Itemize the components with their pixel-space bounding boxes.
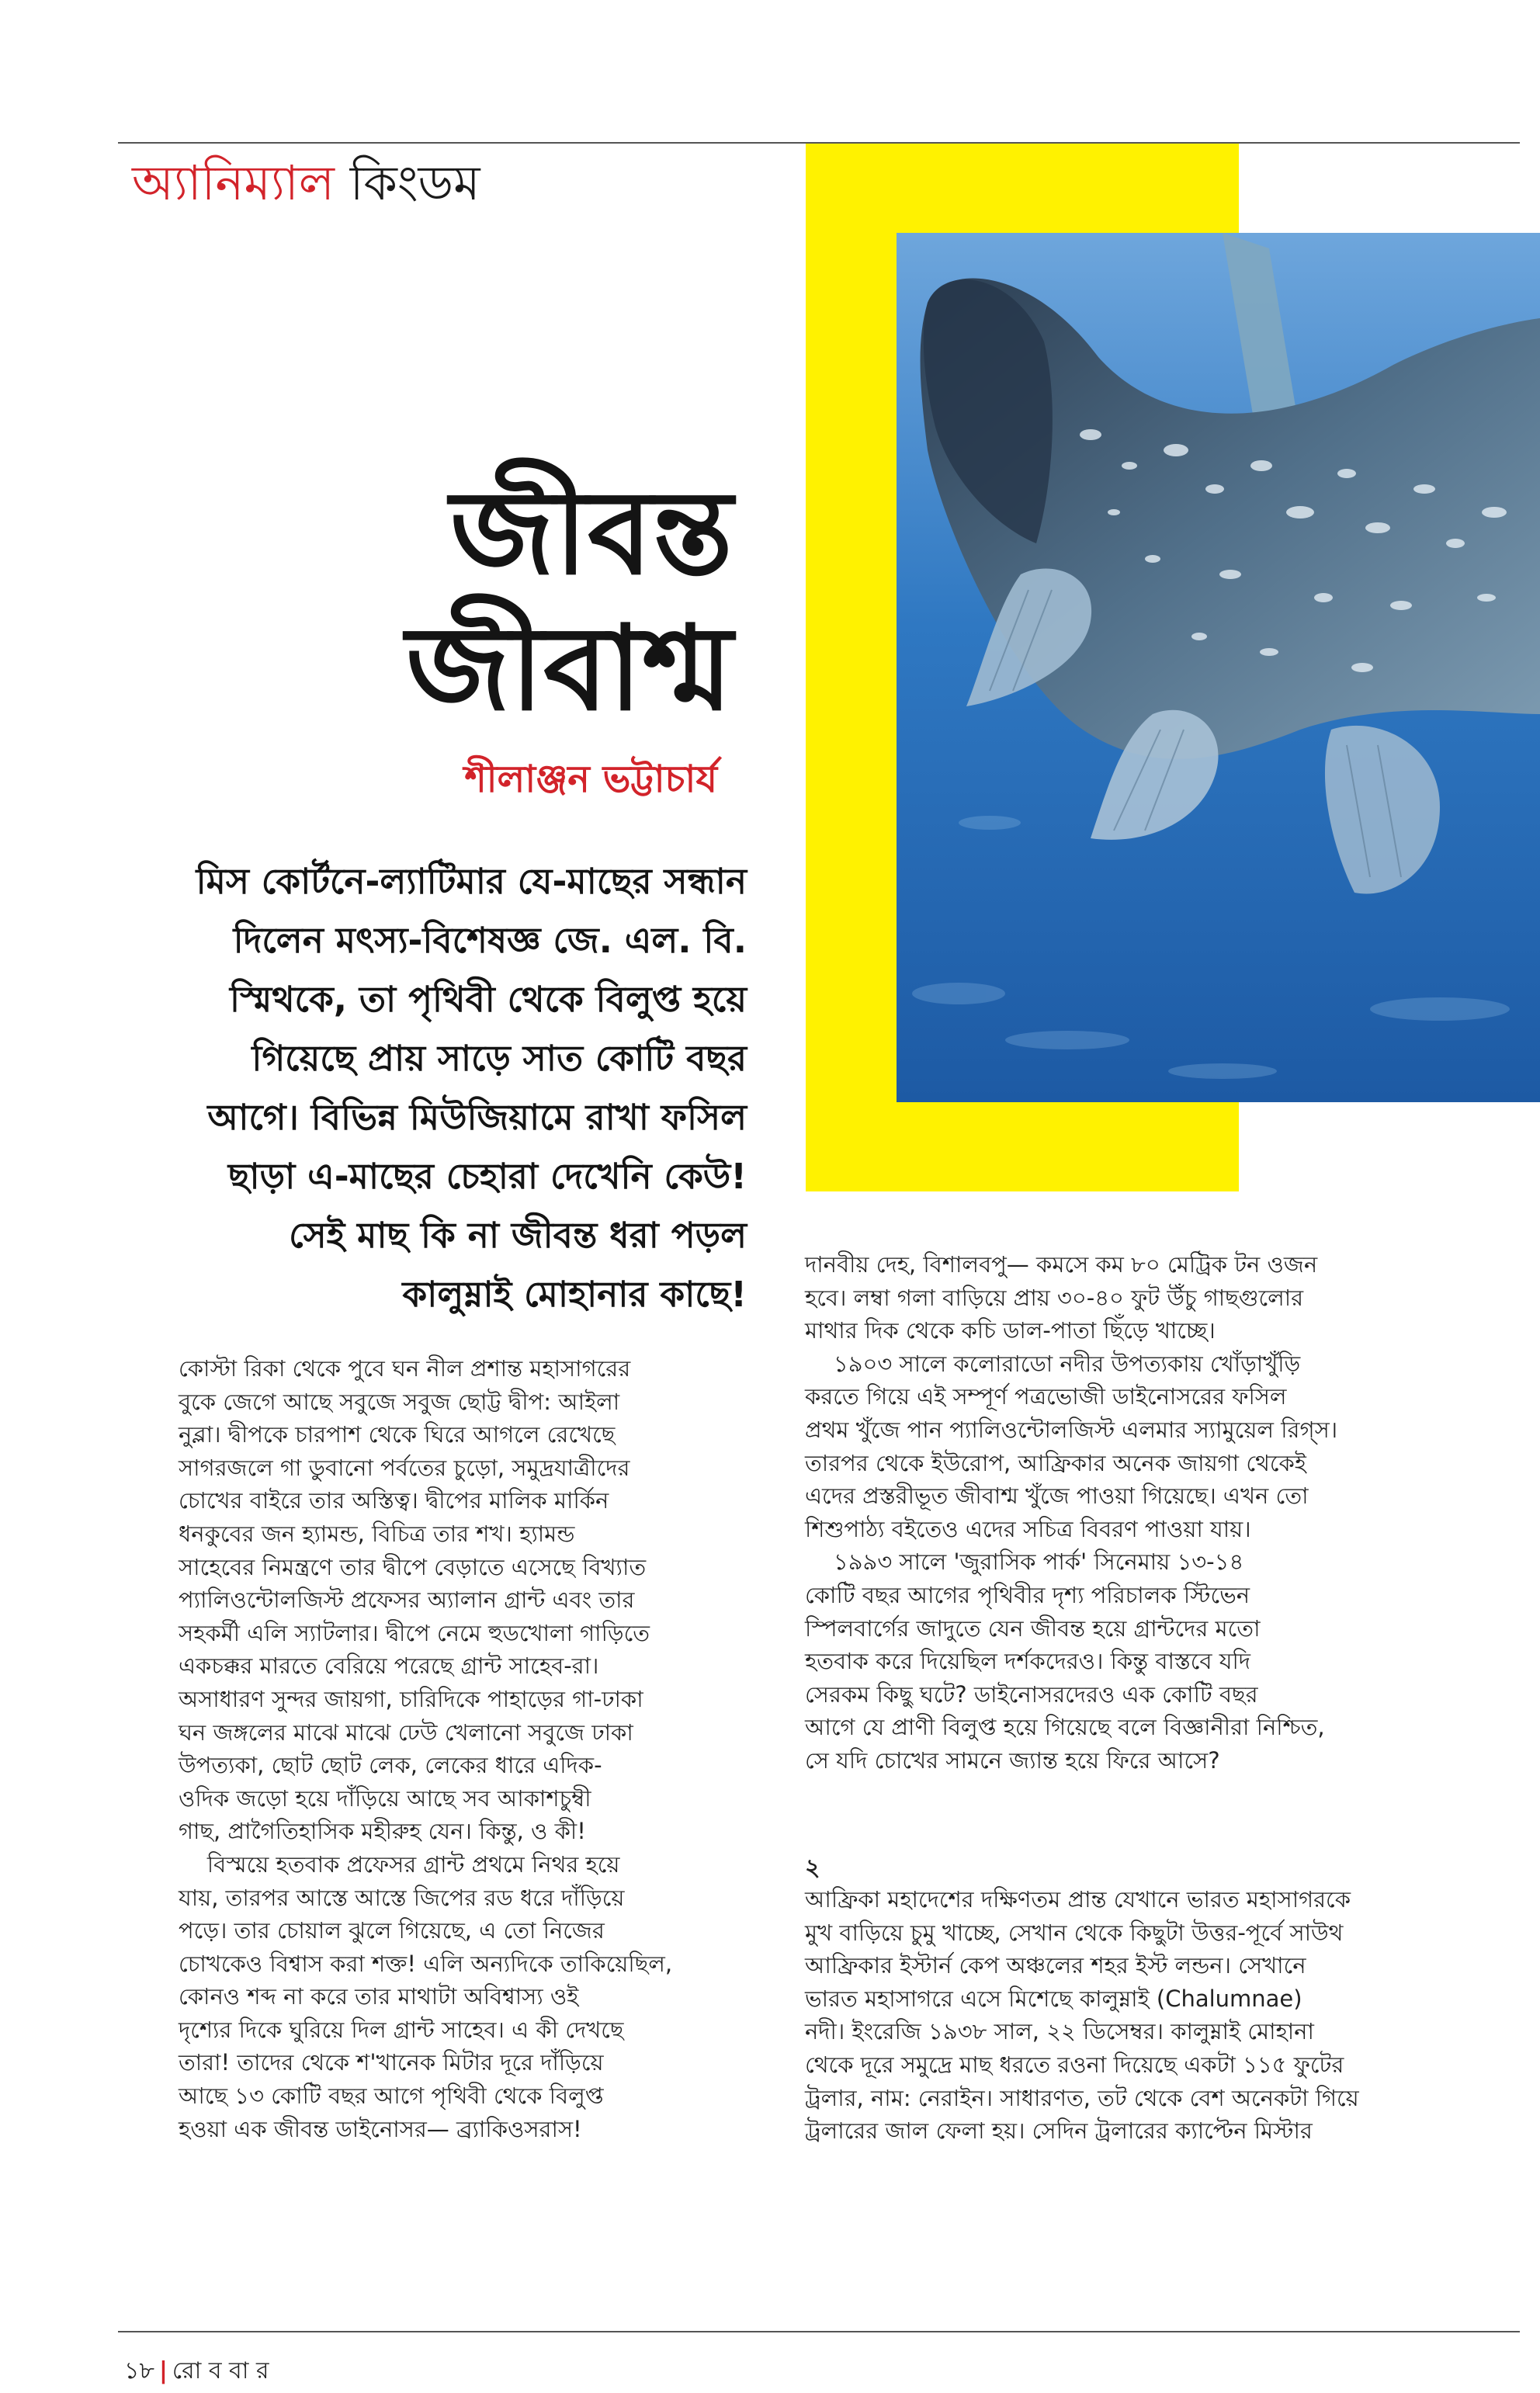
body-line: চোখকেও বিশ্বাস করা শক্ত! এলি অন্যদিকে তাকিয়েছিল, — [179, 1950, 673, 1977]
body-line: করতে গিয়ে এই সম্পূর্ণ পত্রভোজী ডাইনোসরের ফসিল — [805, 1383, 1287, 1410]
standfirst-line: সেই মাছ কি না জীবন্ত ধরা পড়ল — [289, 1215, 747, 1256]
body-line: একচক্কর মারতে বেরিয়ে পরেছে গ্রান্ট সাহেব-রা। — [179, 1653, 599, 1680]
section-number: ২ — [805, 1854, 820, 1881]
body-line: সহকর্মী এলি স্যাটলার। দ্বীপে নেমে হুডখোলা গাড়িতে — [179, 1619, 650, 1646]
body-line: কোস্টা রিকা থেকে পুবে ঘন নীল প্রশান্ত মহাসাগরের — [179, 1355, 631, 1382]
section-title-red: অ্যানিম্যাল — [132, 154, 335, 211]
coelacanth-photo — [897, 233, 1540, 1102]
body-line: ট্রলার, নাম: নেরাইন। সাধারণত, তট থেকে বেশ অনেকটা গিয়ে — [805, 2084, 1359, 2111]
body-line: সাগরজলে গা ডুবানো পর্বতের চুড়ো, সমুদ্রযাত্রীদের — [179, 1454, 630, 1481]
article-standfirst — [64, 852, 747, 1324]
body-line: নুব্লা। দ্বীপকে চারপাশ থেকে ঘিরে আগলে রেখেছে — [179, 1421, 616, 1448]
body-line: শিশুপাঠ্য বইতেও এদের সচিত্র বিবরণ পাওয়া যায়। — [805, 1515, 1251, 1542]
body-line: দৃশ্যের দিকে ঘুরিয়ে দিল গ্রান্ট সাহেব। এ কী দেখছে — [179, 2016, 624, 2043]
body-line: প্যালিওন্টোলজিস্ট প্রফেসর অ্যালান গ্রান্ট এবং তার — [179, 1587, 635, 1614]
author-byline: শীলাঞ্জন ভট্টাচার্য — [464, 758, 717, 801]
body-column-right-bottom — [805, 1883, 1496, 2148]
page-number: ১৮ — [124, 2357, 154, 2384]
section-title-black: কিংডম — [349, 154, 480, 211]
body-line: সেরকম কিছু ঘটে? ডাইনোসরদেরও এক কোটি বছর — [805, 1680, 1258, 1708]
body-line: উপত্যকা, ছোট ছোট লেক, লেকের ধারে এদিক- — [179, 1752, 602, 1779]
publication-name: রো ব বা র — [172, 2357, 269, 2384]
body-line: অসাধারণ সুন্দর জায়গা, চারিদিকে পাহাড়ের গা-ঢাকা — [179, 1685, 643, 1712]
body-line: মাথার দিক থেকে কচি ডাল-পাতা ছিঁড়ে খাচ্ছে। — [805, 1317, 1216, 1344]
body-line: বিস্ময়ে হতবাক প্রফেসর গ্রান্ট প্রথমে নিথর হয়ে — [179, 1850, 620, 1878]
body-line: আফ্রিকার ইস্টার্ন কেপ অঞ্চলের শহর ইস্ট লন্ডন। সেখানে — [805, 1952, 1306, 1979]
article-headline — [112, 466, 733, 737]
body-line: চোখের বাইরে তার অস্তিত্ব। দ্বীপের মালিক মার্কিন — [179, 1487, 609, 1514]
body-line: সাহেবের নিমন্ত্রণে তার দ্বীপে বেড়াতে এসেছে বিখ্যাত — [179, 1553, 647, 1580]
standfirst-line: মিস কোর্টনে-ল্যাটিমার যে-মাছের সন্ধান — [196, 861, 747, 902]
body-line: ভারত মহাসাগরে এসে মিশেছে কালুম্নাই (Chalumnae) — [805, 1985, 1302, 2012]
standfirst-line: আগে। বিভিন্ন মিউজিয়ামে রাখা ফসিল — [207, 1097, 747, 1138]
body-column-right-top — [805, 1248, 1496, 1777]
standfirst-line: কালুম্নাই মোহানার কাছে! — [402, 1274, 747, 1315]
body-line: গাছ, প্রাগৈতিহাসিক মহীরুহ যেন। কিন্তু, ও কী! — [179, 1818, 586, 1845]
body-line: আফ্রিকা মহাদেশের দক্ষিণতম প্রান্ত যেখানে ভারত মহাসাগরকে — [805, 1886, 1351, 1913]
body-line: আছে ১৩ কোটি বছর আগে পৃথিবী থেকে বিলুপ্ত — [179, 2083, 604, 2110]
body-line: ট্রলারের জাল ফেলা হয়। সেদিন ট্রলারের ক্যাপ্টেন মিস্টার — [805, 2117, 1313, 2145]
body-line: ১৯০৩ সালে কলোরাডো নদীর উপত্যকায় খোঁড়াখুঁড়ি — [805, 1350, 1301, 1377]
standfirst-line: দিলেন মৎস্য-বিশেষজ্ঞ জে. এল. বি. — [233, 920, 747, 961]
section-title — [132, 154, 480, 211]
body-line: ওদিক জড়ো হয়ে দাঁড়িয়ে আছে সব আকাশচুম্বী — [179, 1784, 591, 1812]
body-line: হবে। লম্বা গলা বাড়িয়ে প্রায় ৩০-৪০ ফুট উঁচু গাছগুলোর — [805, 1284, 1304, 1311]
body-line: কোটি বছর আগের পৃথিবীর দৃশ্য পরিচালক স্টিভেন — [805, 1581, 1250, 1608]
body-line: থেকে দূরে সমুদ্রে মাছ ধরতে রওনা দিয়েছে একটা ১১৫ ফুটের — [805, 2051, 1344, 2078]
body-line: এদের প্রস্তরীভূত জীবাশ্ম খুঁজে পাওয়া গিয়েছে। এখন তো — [805, 1483, 1309, 1510]
body-line: দানবীয় দেহ, বিশালবপু— কমসে কম ৮০ মেট্রিক টন ওজন — [805, 1251, 1318, 1278]
headline-line-2: জীবাশ্ম — [406, 602, 733, 737]
folio-divider: | — [158, 2357, 168, 2384]
body-line: সে যদি চোখের সামনে জ্যান্ত হয়ে ফিরে আসে? — [805, 1746, 1220, 1774]
headline-line-1: জীবন্ত — [450, 466, 733, 601]
body-line: যায়, তারপর আস্তে আস্তে জিপের রড ধরে দাঁড়িয়ে — [179, 1884, 625, 1911]
body-column-left — [179, 1352, 768, 2145]
body-line: মুখ বাড়িয়ে চুমু খাচ্ছে, সেখান থেকে কিছুটা উত্তর-পূর্বে সাউথ — [805, 1919, 1344, 1946]
body-line: আগে যে প্রাণী বিলুপ্ত হয়ে গিয়েছে বলে বিজ্ঞানীরা নিশ্চিত, — [805, 1714, 1325, 1741]
body-line: তারা! তাদের থেকে শ'খানেক মিটার দূরে দাঁড়িয়ে — [179, 2049, 604, 2076]
body-line: হতবাক করে দিয়েছিল দর্শকদেরও। কিন্তু বাস্তবে যদি — [805, 1648, 1251, 1675]
body-line: প্রথম খুঁজে পান প্যালিওন্টোলজিস্ট এলমার স্যামুয়েল রিগ্স। — [805, 1416, 1338, 1443]
footer-rule — [118, 2331, 1520, 2332]
standfirst-line: স্মিথকে, তা পৃথিবী থেকে বিলুপ্ত হয়ে — [229, 979, 747, 1020]
standfirst-line: গিয়েছে প্রায় সাড়ে সাত কোটি বছর — [251, 1038, 747, 1079]
body-line: কোনও শব্দ না করে তার মাথাটা অবিশ্বাস্য ওই — [179, 1983, 579, 2010]
body-line: হওয়া এক জীবন্ত ডাইনোসর— ব্র্যাকিওসরাস! — [179, 2115, 582, 2142]
page-folio — [124, 2352, 269, 2391]
body-line: তারপর থেকে ইউরোপ, আফ্রিকার অনেক জায়গা থেকেই — [805, 1449, 1306, 1476]
standfirst-line: ছাড়া এ-মাছের চেহারা দেখেনি কেউ! — [227, 1156, 747, 1197]
body-line: ধনকুবের জন হ্যামন্ড, বিচিত্র তার শখ। হ্যামন্ড — [179, 1520, 575, 1547]
body-line: নদী। ইংরেজি ১৯৩৮ সাল, ২২ ডিসেম্বর। কালুম্নাই মোহানা — [805, 2018, 1314, 2045]
body-line: ১৯৯৩ সালে 'জুরাসিক পার্ক' সিনেমায় ১৩-১৪ — [805, 1549, 1244, 1576]
body-line: স্পিলবার্গের জাদুতে যেন জীবন্ত হয়ে গ্রান্টদের মতো — [805, 1614, 1261, 1642]
coelacanth-illustration — [897, 233, 1540, 1102]
body-line: বুকে জেগে আছে সবুজে সবুজ ছোট্ট দ্বীপ: আইলা — [179, 1388, 620, 1415]
body-line: ঘন জঙ্গলের মাঝে মাঝে ঢেউ খেলানো সবুজে ঢাকা — [179, 1718, 633, 1746]
body-line: পড়ে। তার চোয়াল ঝুলে গিয়েছে, এ তো নিজের — [179, 1917, 605, 1944]
